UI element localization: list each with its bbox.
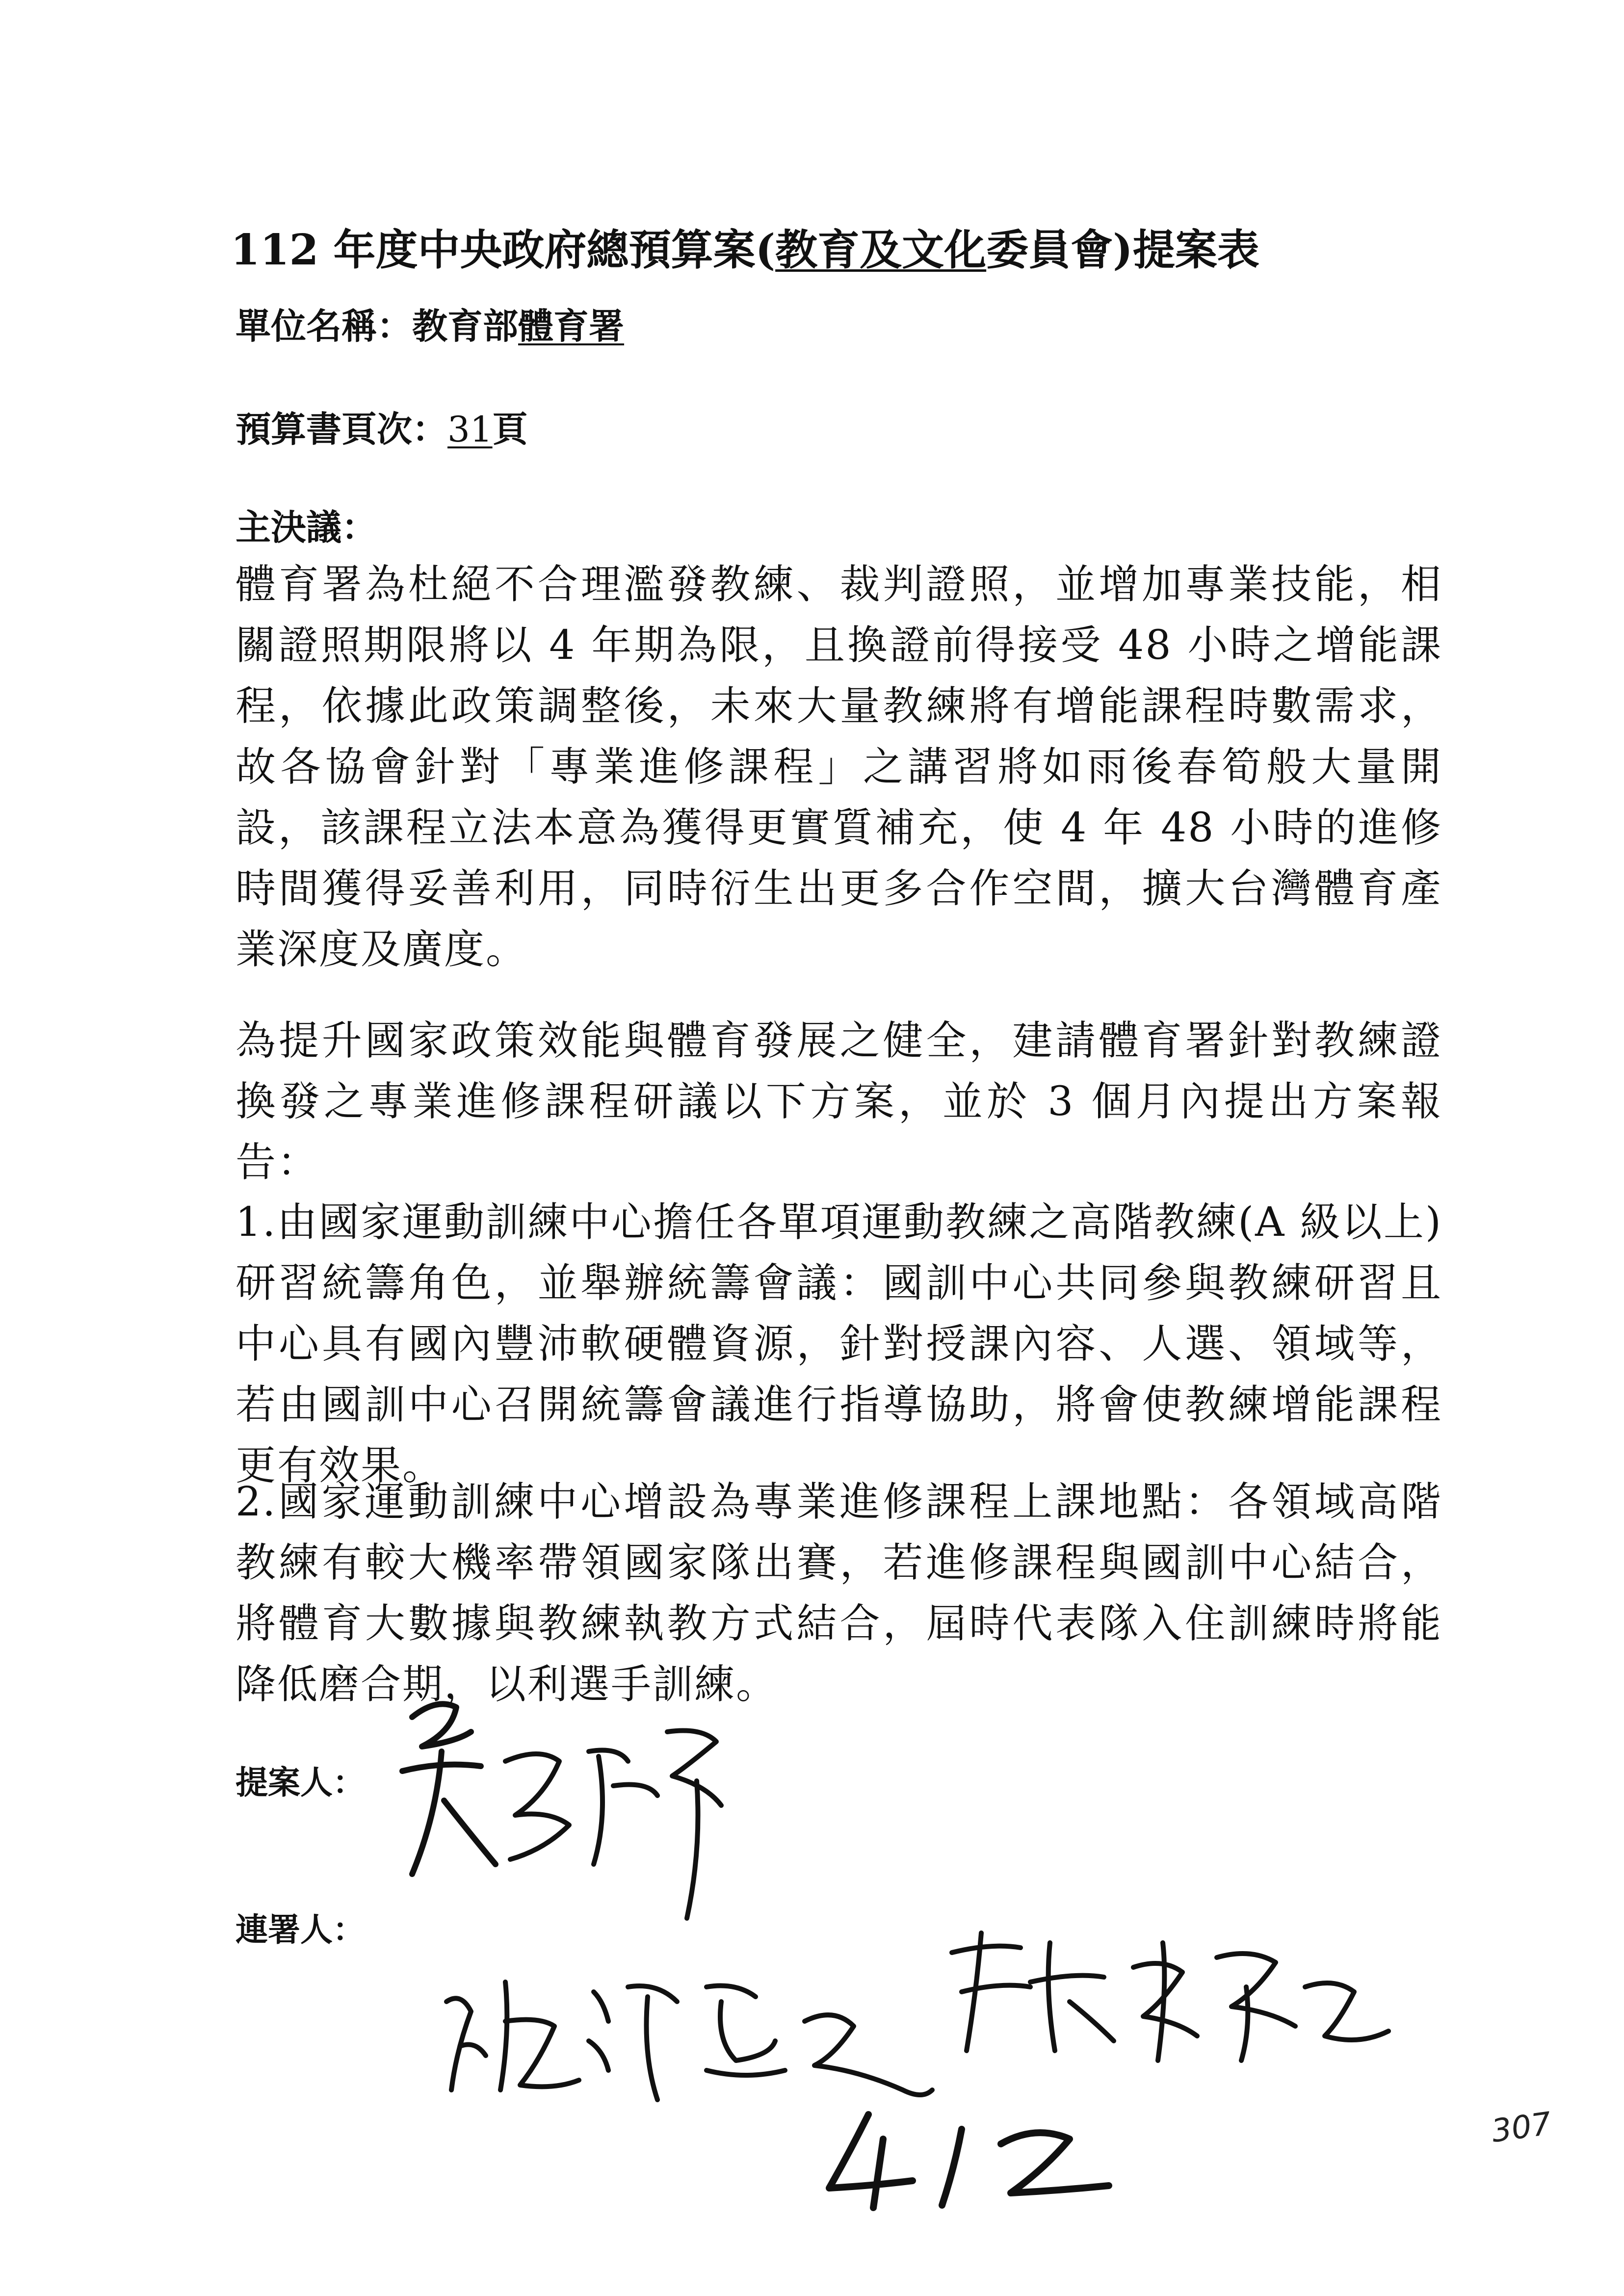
page-number: 307 — [1489, 2105, 1554, 2150]
proposer-signature — [383, 1688, 756, 1962]
budget-page-number: 31 — [447, 409, 493, 450]
title-prefix: 112 年度中央政府總預算案( — [231, 225, 776, 275]
title-suffix: 委員會)提案表 — [986, 225, 1259, 275]
budget-page-line — [236, 405, 528, 454]
resolution-heading: 主決議： — [236, 506, 377, 548]
proposal-item-1: 1.由國家運動訓練中心擔任各單項運動教練之高階教練(A 級以上)研習統籌角色，並舉辦統籌會議：國訓中心共同參與教練研習且中心具有國內豐沛軟硬體資源，針對授課內容、人選、領域等，若由國訓中心召開統籌會議進行指導協助，將會使教練增能課程更有效果。 — [236, 1199, 1442, 1489]
cosigner-label: 連署人： — [236, 1910, 365, 1949]
unit-name-line — [236, 302, 624, 351]
request-paragraph: 為提升國家政策效能與體育發展之健全，建請體育署針對教練證換發之專業進修課程研議以下方案，並於 3 個月內提出方案報告： — [236, 1018, 1442, 1186]
unit-label: 單位名稱： — [236, 305, 413, 347]
title-committee: 教育及文化 — [775, 225, 987, 275]
proposer-label: 提案人： — [236, 1763, 365, 1801]
unit-org: 教育部 — [412, 305, 519, 347]
budget-page-label: 預算書頁次： — [236, 408, 448, 450]
handwritten-number-412 — [814, 2100, 1119, 2218]
proposal-item-2: 2.國家運動訓練中心增設為專業進修課程上課地點：各領域高階教練有較大機率帶領國家隊出賽，若進修課程與國訓中心結合，將體育大數據與教練執教方式結合，屆時代表隊入住訓練時將能降低磨合期，以利選手訓練。 — [236, 1479, 1442, 1708]
cosigner-signature-2 — [932, 1913, 1403, 2090]
background-paragraph: 體育署為杜絕不合理濫發教練、裁判證照，並增加專業技能，相關證照期限將以 4 年期為限，且換證前得接受 48 小時之增能課程，依據此政策調整後，未來大量教練將有增能課程時數需求，故各協會針對「專業進修課程」之講習將如雨後春筍般大量開設，該課程立法本意為獲得更實質補充，使 4 年 48 小時的進修時間獲得妥善利用，同時衍生出更多合作空間，擴大台灣體育產業深度及廣度。 — [236, 561, 1442, 973]
budget-page-suffix: 頁 — [492, 408, 528, 450]
unit-agency: 體育署 — [518, 305, 625, 347]
proposal-title — [231, 223, 1408, 277]
